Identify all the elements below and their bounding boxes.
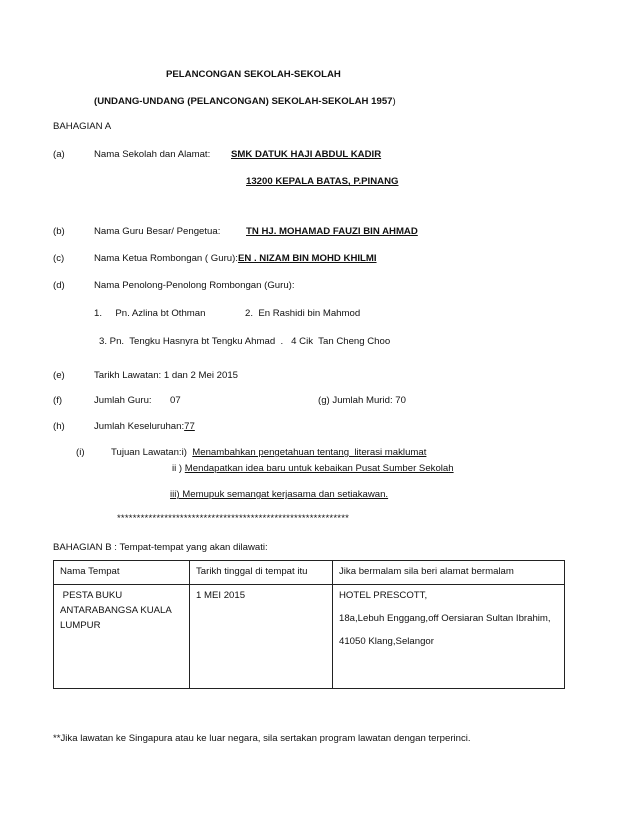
purpose-3: iii) Memupuk semangat kerjasama dan setiakawan. — [170, 489, 389, 500]
page-title: PELANCONGAN SEKOLAH-SEKOLAH — [166, 69, 341, 80]
separator-line: *********************************************************** — [117, 513, 350, 524]
group-leader-name: EN . NIZAM BIN MOHD KHILMI — [237, 253, 377, 264]
teacher-count: 07 — [170, 395, 181, 406]
table-row — [54, 584, 565, 688]
header-place: Nama Tempat — [54, 561, 190, 585]
marker-d: (d) — [53, 280, 65, 291]
marker-a: (a) — [53, 149, 65, 160]
purpose-label: Tujuan Lawatan: — [111, 447, 182, 458]
hotel-city: 41050 Klang,Selangor — [339, 635, 434, 647]
purpose-1: Menambahkan pengetahuan tentang literasi maklumat — [192, 447, 427, 458]
hotel-name: HOTEL PRESCOTT, — [339, 589, 428, 601]
marker-i: (i) — [76, 447, 85, 458]
label-total — [94, 421, 195, 433]
places-table — [53, 560, 565, 689]
cell-hotel — [333, 584, 565, 688]
section-b-heading: BAHAGIAN B : Tempat-tempat yang akan dilawati: — [53, 542, 268, 553]
marker-e: (e) — [53, 370, 65, 381]
assistant-1: 1. Pn. Azlina bt Othman — [94, 308, 206, 319]
label-assistants: Nama Penolong-Penolong Rombongan (Guru): — [94, 280, 295, 291]
purpose-1-prefix: i) — [181, 447, 193, 458]
section-a-heading: BAHAGIAN A — [53, 121, 112, 132]
total-value: 77 — [184, 421, 195, 432]
label-teacher-count: Jumlah Guru: — [94, 395, 152, 406]
purpose-2: Mendapatkan idea baru untuk kebaikan Pusat Sumber Sekolah — [184, 463, 454, 474]
cell-date: 1 MEI 2015 — [190, 584, 333, 688]
label-school-address: Nama Sekolah dan Alamat: — [94, 149, 211, 160]
visit-date: Tarikh Lawatan: 1 dan 2 Mei 2015 — [94, 370, 238, 381]
student-count: (g) Jumlah Murid: 70 — [318, 395, 406, 406]
header-address: Jika bermalam sila beri alamat bermalam — [333, 561, 565, 585]
assistant-3-4: 3. Pn. Tengku Hasnyra bt Tengku Ahmad . 4 Cik Tan Cheng Choo — [99, 336, 391, 347]
marker-b: (b) — [53, 226, 65, 237]
cell-place: PESTA BUKU ANTARABANGSA KUALA LUMPUR — [54, 584, 190, 688]
hotel-street: 18a,Lebuh Enggang,off Oersiaran Sultan Ibrahim, — [339, 612, 551, 624]
principal-name: TN HJ. MOHAMAD FAUZI BIN AHMAD — [246, 226, 418, 237]
footnote: **Jika lawatan ke Singapura atau ke luar negara, sila sertakan program lawatan dengan terperinci. — [53, 733, 471, 744]
label-group-leader — [94, 253, 377, 265]
table-header-row — [54, 561, 565, 585]
marker-f: (f) — [53, 395, 63, 406]
marker-h: (h) — [53, 421, 65, 432]
page-subtitle — [94, 96, 396, 108]
subtitle-text: (UNDANG-UNDANG (PELANCONGAN) SEKOLAH-SEKOLAH 1957 — [94, 96, 393, 107]
school-name: SMK DATUK HAJI ABDUL KADIR — [231, 149, 382, 160]
group-leader-label: Nama Ketua Rombongan ( Guru): — [94, 253, 238, 264]
subtitle-paren: ) — [392, 96, 396, 107]
total-label: Jumlah Keseluruhan: — [94, 421, 185, 432]
purpose-line-1 — [111, 447, 426, 459]
school-address: 13200 KEPALA BATAS, P.PINANG — [246, 176, 399, 187]
purpose-line-2 — [172, 463, 454, 475]
assistant-2: 2. En Rashidi bin Mahmod — [245, 308, 361, 319]
label-principal: Nama Guru Besar/ Pengetua: — [94, 226, 221, 237]
purpose-2-prefix: ii ) — [172, 463, 185, 474]
marker-c: (c) — [53, 253, 65, 264]
header-date: Tarikh tinggal di tempat itu — [190, 561, 333, 585]
